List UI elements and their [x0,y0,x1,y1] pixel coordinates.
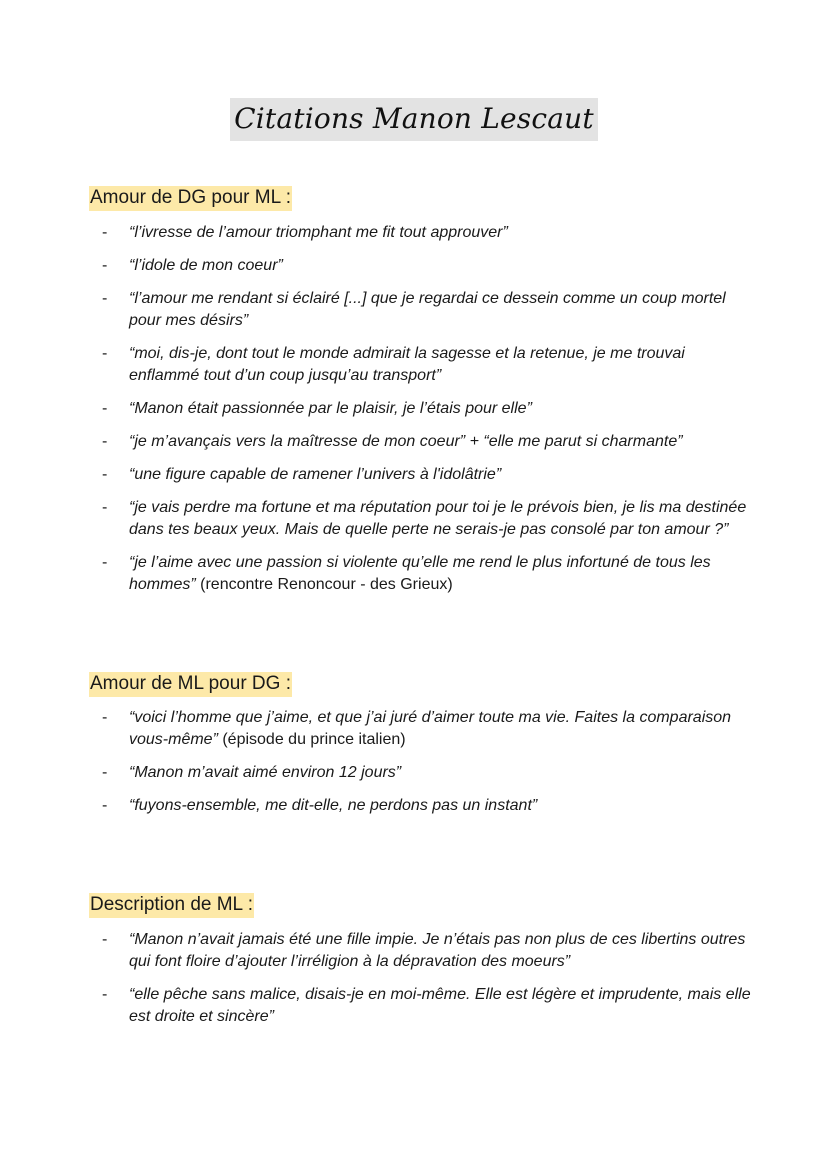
list-item [0,497,828,541]
bullet-dash: - [102,499,108,516]
quote-note: (épisode du prince italien) [217,731,406,748]
list-item [0,343,828,387]
section-heading: Amour de DG pour ML : [89,186,292,211]
quote-text: “je vais perdre ma fortune et ma réputation pour toi je le prévois bien, je lis ma destinée dans tes beaux yeux. Mais de quelle perte ne serais-je pas consolé par ton amour ?” [129,499,747,538]
document-title: Citations Manon Lescaut [230,98,598,141]
list-item [0,929,828,973]
bullet-dash: - [102,931,108,948]
bullet-dash: - [102,764,108,781]
list-item [0,552,828,596]
list-item [0,288,828,332]
bullet-dash: - [102,709,108,726]
quote-list [0,222,828,596]
quote-text: “Manon n’avait jamais été une fille impie. Je n’étais pas non plus de ces libertins outres qui font floire d’ajouter l’irréligion à la dépravation des moeurs” [129,931,746,970]
list-item [0,222,828,244]
quote-list [0,707,828,817]
quote-list [0,929,828,1028]
bullet-dash: - [102,345,108,362]
list-item [0,255,828,277]
bullet-dash: - [102,986,108,1003]
quote-text: “je m’avançais vers la maîtresse de mon coeur” + “elle me parut si charmante” [129,433,683,450]
list-item [0,431,828,453]
section-heading: Description de ML : [89,893,254,918]
quote-text: “fuyons-ensemble, me dit-elle, ne perdons pas un instant” [129,797,538,814]
bullet-dash: - [102,224,108,241]
quote-text: “l’idole de mon coeur” [129,257,283,274]
list-item [0,984,828,1028]
bullet-dash: - [102,797,108,814]
bullet-dash: - [102,257,108,274]
bullet-dash: - [102,290,108,307]
quote-text: “Manon était passionnée par le plaisir, je l’étais pour elle” [129,400,532,417]
quote-text: “une figure capable de ramener l’univers à l'idolâtrie” [129,466,502,483]
quote-text: “elle pêche sans malice, disais-je en moi-même. Elle est légère et imprudente, mais elle est droite et sincère” [129,986,751,1025]
bullet-dash: - [102,554,108,571]
quote-text: “l’ivresse de l’amour triomphant me fit tout approuver” [129,224,508,241]
quote-text: “l’amour me rendant si éclairé [...] que je regardai ce dessein comme un coup mortel pour mes désirs” [129,290,726,329]
quote-text: “voici l’homme que j’aime, et que j’ai juré d’aimer toute ma vie. Faites la comparaison vous-même” [129,709,732,748]
bullet-dash: - [102,433,108,450]
list-item [0,398,828,420]
quote-text: “je l’aime avec une passion si violente qu’elle me rend le plus infortuné de tous les hommes” [129,554,711,593]
quote-text: “moi, dis-je, dont tout le monde admirait la sagesse et la retenue, je me trouvai enflammé tout d’un coup jusqu’au transport” [129,345,685,384]
bullet-dash: - [102,400,108,417]
title-wrap [0,98,828,141]
list-item [0,464,828,486]
list-item [0,762,828,784]
quote-text: “Manon m’avait aimé environ 12 jours” [129,764,402,781]
list-item [0,707,828,751]
section-heading: Amour de ML pour DG : [89,672,292,697]
list-item [0,795,828,817]
bullet-dash: - [102,466,108,483]
quote-note: (rencontre Renoncour - des Grieux) [195,576,453,593]
